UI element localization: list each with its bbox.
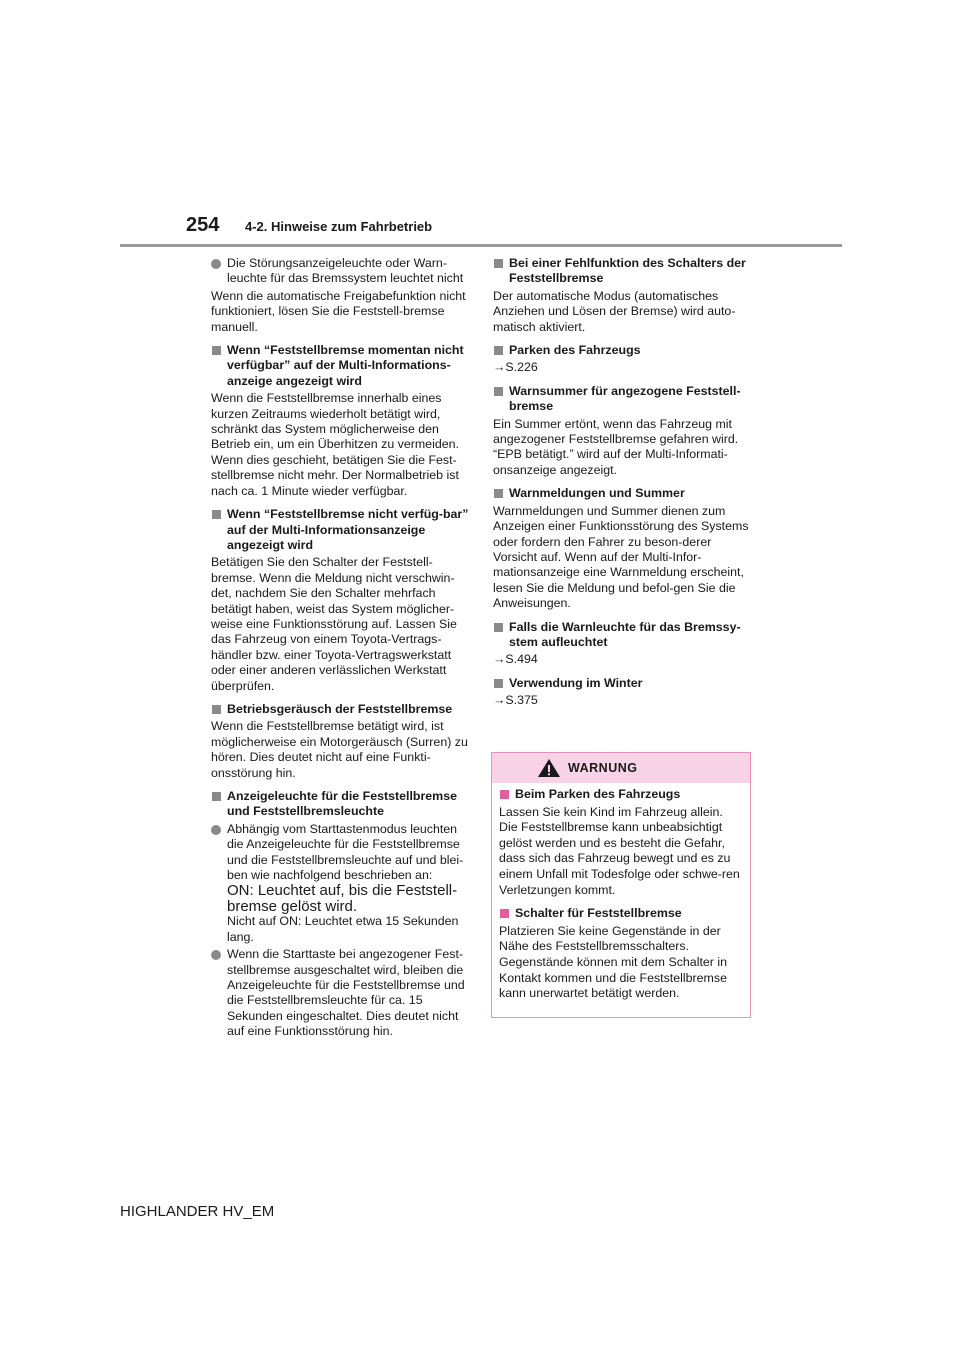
- warning-triangle-icon: [537, 758, 561, 778]
- right-column: [493, 256, 751, 717]
- heading-text: Beim Parken des Fahrzeugs: [515, 787, 681, 801]
- warning-box: [491, 752, 751, 1018]
- section-heading: [211, 702, 469, 717]
- square-bullet-icon: [212, 346, 221, 355]
- section-heading: [493, 620, 751, 651]
- square-bullet-icon: [494, 346, 503, 355]
- section-heading: [493, 486, 751, 501]
- section-heading: [211, 789, 469, 820]
- paragraph: Betätigen Sie den Schalter der Feststell-bremse. Wenn die Meldung nicht verschwin-det, nachdem Sie den Schalter mehrfach betätigt haben, weist das System möglicher-weise eine Funktionsstörung auf. Lassen Sie das Fahrzeug von einem Toyota-Vertrags-händler bzw. einer Toyota-Vertragswerkstatt oder einer anderen verlässlichen Werkstatt überprüfen.: [211, 555, 457, 693]
- bullet-item: [211, 947, 469, 1039]
- warning-title-bar: [492, 753, 750, 783]
- square-bullet-icon: [500, 909, 509, 918]
- heading-text: Anzeigeleuchte für die Feststellbremse und Feststellbremsleuchte: [227, 789, 457, 819]
- heading-text: Wenn “Feststellbremse nicht verfüg-bar” auf der Multi-Informationsanzeige angezeigt wird: [227, 507, 469, 552]
- section-heading: [493, 384, 751, 415]
- paragraph: Wenn die Feststellbremse innerhalb eines kurzen Zeitraums wiederholt betätigt wird, schränkt das System möglicherweise den Betrieb ein, um ein Überhitzen zu vermeiden. Wenn dies geschieht, betätigen Sie die Fest-stellbremse nicht mehr. Der Normalbetrieb ist nach ca. 1 Minute wieder verfügbar.: [211, 391, 459, 498]
- heading-text: Verwendung im Winter: [509, 675, 643, 690]
- warning-title: WARNUNG: [568, 761, 638, 775]
- bullet-text: Abhängig vom Starttastenmodus leuchten die Anzeigeleuchte für die Feststellbremse und die Feststellbremsleuchte auf und blei-ben wie nachfolgend beschrieben an:: [227, 821, 464, 883]
- square-bullet-icon: [494, 679, 503, 688]
- section-heading: [493, 343, 751, 358]
- paragraph: Wenn die Feststellbremse betätigt wird, ist möglicherweise ein Motorgeräusch (Surren) zu hören. Dies deutet nicht auf eine Funkti-onsstörung hin.: [211, 719, 468, 780]
- square-bullet-icon: [494, 623, 503, 632]
- square-bullet-icon: [494, 489, 503, 498]
- heading-text: Wenn “Feststellbremse momentan nicht verfügbar” auf der Multi-Informations-anzeige angezeigt wird: [227, 343, 464, 388]
- warning-heading: [499, 906, 743, 922]
- heading-text: Falls die Warnleuchte für das Bremssy-stem aufleuchtet: [509, 619, 741, 649]
- square-bullet-icon: [212, 792, 221, 801]
- chapter-title: 4-2. Hinweise zum Fahrbetrieb: [245, 219, 433, 234]
- page-reference: →S.375: [493, 693, 538, 708]
- bullet-text-large: ON: Leuchtet auf, bis die Feststell-bremse gelöst wird.: [227, 882, 458, 915]
- square-bullet-icon: [494, 259, 503, 268]
- warning-paragraph: Lassen Sie kein Kind im Fahrzeug allein. Die Feststellbremse kann unbeabsichtigt gelöst werden und es besteht die Gefahr, dass sich das Fahrzeug bewegt und es zu einem Unfall mit Todesfolge oder schwe-ren Verletzungen kommt.: [499, 804, 740, 897]
- page-reference: →S.494: [493, 652, 538, 667]
- bullet-text-tail: Nicht auf ON: Leuchtet etwa 15 Sekunden lang.: [227, 914, 459, 944]
- warning-heading: [499, 787, 743, 803]
- square-bullet-icon: [500, 790, 509, 799]
- warning-body: [492, 783, 750, 1002]
- bullet-text: Wenn die Starttaste bei angezogener Fest-stellbremse ausgeschaltet wird, bleiben die Anzeigeleuchte für die Feststellbremse und die Feststellbremsleuchte für ca. 15 Sekunden eingeschaltet. Dies deutet nicht auf eine Funktionsstörung hin.: [227, 947, 465, 1039]
- page-reference: →S.226: [493, 360, 538, 375]
- left-column: [211, 256, 469, 1042]
- section-heading: [493, 256, 751, 287]
- square-bullet-icon: [212, 705, 221, 714]
- heading-text: Schalter für Feststellbremse: [515, 906, 682, 921]
- warning-paragraph: Platzieren Sie keine Gegenstände in der Nähe des Feststellbremsschalters. Gegenstände können mit dem Schalter in Kontakt kommen und die Feststellbremse kann unerwartet betätigt werden.: [499, 923, 727, 1001]
- bullet-dot-icon: [211, 950, 221, 960]
- footer-model: HIGHLANDER HV_EM: [120, 1203, 275, 1220]
- bullet-item: [211, 256, 469, 287]
- paragraph: Ein Summer ertönt, wenn das Fahrzeug mit angezogener Feststellbremse gefahren wird. “EPB betätigt.” wird auf der Multi-Informati-onsanzeige angezeigt.: [493, 416, 739, 477]
- paragraph: Wenn die automatische Freigabefunktion nicht funktioniert, lösen Sie die Feststell-bremse manuell.: [211, 288, 466, 334]
- page-header: [0, 0, 960, 250]
- paragraph: Warnmeldungen und Summer dienen zum Anzeigen einer Funktionsstörung des Systems oder fordern den Fahrer zu beson-derer Vorsicht auf. Wenn auf der Multi-Infor-mationsanzeige eine Warnmeldung erscheint, lesen Sie die Meldung und befol-gen Sie die Anweisungen.: [493, 503, 749, 611]
- heading-text: Bei einer Fehlfunktion des Schalters der Feststellbremse: [509, 256, 746, 286]
- section-heading: [211, 343, 469, 389]
- heading-text: Warnsummer für angezogene Feststell-bremse: [509, 383, 741, 414]
- heading-text: Warnmeldungen und Summer: [509, 486, 685, 501]
- header-divider: [120, 244, 842, 247]
- bullet-dot-icon: [211, 825, 221, 835]
- paragraph: Der automatische Modus (automatisches Anziehen und Lösen der Bremse) wird auto-matisch aktiviert.: [493, 288, 736, 334]
- heading-text: Parken des Fahrzeugs: [509, 343, 641, 358]
- heading-text: Betriebsgeräusch der Feststellbremse: [227, 701, 453, 716]
- bullet-dot-icon: [211, 259, 221, 269]
- section-heading: [493, 676, 751, 691]
- square-bullet-icon: [494, 387, 503, 396]
- bullet-item: [211, 822, 469, 945]
- page-number: 254: [186, 214, 220, 236]
- bullet-text: Die Störungsanzeigeleuchte oder Warn-leuchte für das Bremssystem leuchtet nicht: [227, 256, 464, 286]
- section-heading: [211, 507, 469, 553]
- square-bullet-icon: [212, 510, 221, 519]
